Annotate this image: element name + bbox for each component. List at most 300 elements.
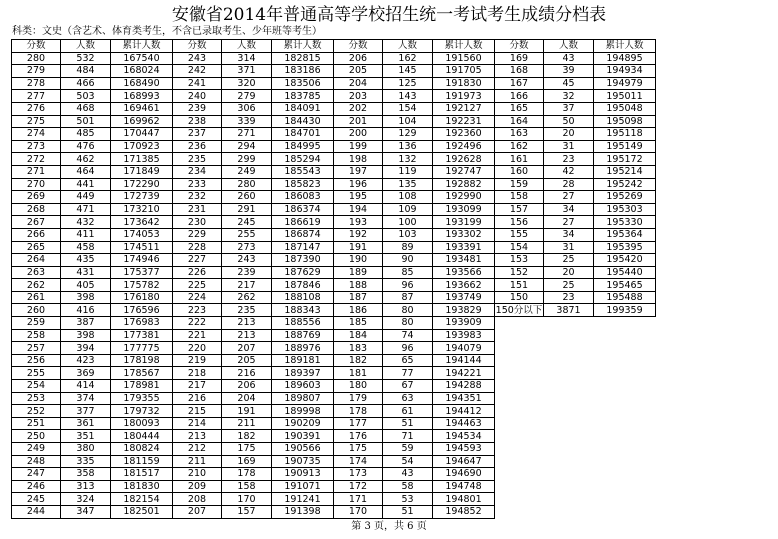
count-cell: 471 [61,203,111,216]
count-cell: 74 [383,329,433,342]
cumulative-cell: 195364 [594,228,656,241]
cumulative-cell: 191560 [433,52,495,65]
cumulative-cell: 186874 [272,228,334,241]
empty-cell [495,493,544,506]
score-cell: 257 [12,342,61,355]
empty-cell [495,505,544,518]
count-cell: 476 [61,140,111,153]
count-cell: 158 [222,480,272,493]
empty-cell [544,380,594,393]
cumulative-cell: 193302 [433,228,495,241]
cumulative-cell: 168993 [111,90,173,103]
count-cell: 42 [544,165,594,178]
score-cell: 233 [173,178,222,191]
cumulative-cell: 182154 [111,493,173,506]
cumulative-cell: 194351 [433,392,495,405]
header-cumulative: 累计人数 [272,40,334,53]
score-cell: 168 [495,65,544,78]
count-cell: 23 [544,291,594,304]
count-cell: 175 [222,443,272,456]
cumulative-cell: 195242 [594,178,656,191]
score-cell: 182 [334,354,383,367]
header-score: 分数 [495,40,544,53]
count-cell: 466 [61,77,111,90]
table-row [12,505,656,518]
count-cell: 205 [222,354,272,367]
score-cell: 159 [495,178,544,191]
count-cell: 96 [383,279,433,292]
count-cell: 416 [61,304,111,317]
empty-cell [544,430,594,443]
score-cell: 234 [173,165,222,178]
cumulative-cell: 193662 [433,279,495,292]
cumulative-cell: 173642 [111,216,173,229]
cumulative-cell: 194647 [433,455,495,468]
count-cell: 59 [383,443,433,456]
score-cell: 210 [173,468,222,481]
score-cell: 244 [12,505,61,518]
cumulative-cell: 191241 [272,493,334,506]
cumulative-cell: 183186 [272,65,334,78]
score-cell: 259 [12,317,61,330]
table-row [12,342,656,355]
count-cell: 361 [61,417,111,430]
table-row [12,102,656,115]
cumulative-cell: 191071 [272,480,334,493]
empty-cell [594,417,656,430]
cumulative-cell: 190391 [272,430,334,443]
score-cell: 191 [334,241,383,254]
score-cell: 254 [12,380,61,393]
count-cell: 31 [544,241,594,254]
count-cell: 51 [383,505,433,518]
header-cumulative: 累计人数 [594,40,656,53]
score-cell: 271 [12,165,61,178]
count-cell: 235 [222,304,272,317]
score-cell: 204 [334,77,383,90]
count-cell: 119 [383,165,433,178]
score-cell: 236 [173,140,222,153]
score-cell: 162 [495,140,544,153]
score-cell: 214 [173,417,222,430]
table-row [12,140,656,153]
empty-cell [544,392,594,405]
count-cell: 239 [222,266,272,279]
table-row [12,65,656,78]
empty-cell [544,493,594,506]
score-cell: 216 [173,392,222,405]
count-cell: 432 [61,216,111,229]
count-cell: 458 [61,241,111,254]
score-cell: 151 [495,279,544,292]
cumulative-cell: 193199 [433,216,495,229]
count-cell: 67 [383,380,433,393]
count-cell: 31 [544,140,594,153]
cumulative-cell: 173210 [111,203,173,216]
cumulative-cell: 168490 [111,77,173,90]
page-number: 第 3 页，共 6 页 [351,521,427,532]
score-cell: 261 [12,291,61,304]
empty-cell [594,505,656,518]
cumulative-cell: 189397 [272,367,334,380]
count-cell: 398 [61,329,111,342]
score-cell: 211 [173,455,222,468]
score-cell: 280 [12,52,61,65]
score-cell: 178 [334,405,383,418]
count-cell: 51 [383,417,433,430]
table-row [12,443,656,456]
score-cell: 270 [12,178,61,191]
cumulative-cell: 172739 [111,191,173,204]
count-cell: 27 [544,216,594,229]
cumulative-cell: 195440 [594,266,656,279]
score-cell: 174 [334,455,383,468]
count-cell: 43 [383,468,433,481]
empty-cell [594,354,656,367]
cumulative-cell: 190209 [272,417,334,430]
score-cell: 277 [12,90,61,103]
cumulative-cell: 188976 [272,342,334,355]
empty-cell [544,354,594,367]
cumulative-cell: 195269 [594,191,656,204]
empty-cell [544,342,594,355]
cumulative-cell: 189181 [272,354,334,367]
empty-cell [594,380,656,393]
count-cell: 54 [383,455,433,468]
header-score: 分数 [334,40,383,53]
empty-cell [594,405,656,418]
table-row [12,392,656,405]
cumulative-cell: 187629 [272,266,334,279]
count-cell: 273 [222,241,272,254]
score-cell: 275 [12,115,61,128]
score-cell: 198 [334,153,383,166]
score-cell: 179 [334,392,383,405]
empty-cell [544,455,594,468]
score-cell: 181 [334,367,383,380]
score-cell: 215 [173,405,222,418]
cumulative-cell: 191398 [272,505,334,518]
table-row [12,241,656,254]
count-cell: 532 [61,52,111,65]
count-cell: 405 [61,279,111,292]
cumulative-cell: 194534 [433,430,495,443]
count-cell: 369 [61,367,111,380]
count-cell: 468 [61,102,111,115]
cumulative-cell: 194463 [433,417,495,430]
table-row [12,128,656,141]
empty-cell [495,417,544,430]
count-cell: 43 [544,52,594,65]
cumulative-cell: 194288 [433,380,495,393]
count-cell: 371 [222,65,272,78]
cumulative-cell: 184701 [272,128,334,141]
empty-cell [544,505,594,518]
score-cell: 251 [12,417,61,430]
score-cell: 232 [173,191,222,204]
table-row [12,216,656,229]
count-cell: 299 [222,153,272,166]
cumulative-cell: 194801 [433,493,495,506]
cumulative-cell: 192628 [433,153,495,166]
cumulative-cell: 176596 [111,304,173,317]
count-cell: 414 [61,380,111,393]
count-cell: 85 [383,266,433,279]
count-cell: 20 [544,128,594,141]
count-cell: 90 [383,254,433,267]
score-cell: 203 [334,90,383,103]
table-row [12,329,656,342]
cumulative-cell: 195330 [594,216,656,229]
score-cell: 220 [173,342,222,355]
count-cell: 313 [61,480,111,493]
empty-cell [544,405,594,418]
cumulative-cell: 171849 [111,165,173,178]
score-cell: 207 [173,505,222,518]
cumulative-cell: 186619 [272,216,334,229]
count-cell: 129 [383,128,433,141]
header-count: 人数 [383,40,433,53]
table-row [12,228,656,241]
empty-cell [544,480,594,493]
count-cell: 3871 [544,304,594,317]
count-cell: 206 [222,380,272,393]
score-cell: 272 [12,153,61,166]
count-cell: 143 [383,90,433,103]
cumulative-cell: 170447 [111,128,173,141]
score-cell: 240 [173,90,222,103]
count-cell: 462 [61,153,111,166]
score-cell: 223 [173,304,222,317]
empty-cell [594,329,656,342]
count-cell: 320 [222,77,272,90]
score-cell: 242 [173,65,222,78]
score-cell: 245 [12,493,61,506]
empty-cell [495,443,544,456]
score-cell: 258 [12,329,61,342]
count-cell: 291 [222,203,272,216]
score-cell: 226 [173,266,222,279]
table-row [12,52,656,65]
table-row [12,90,656,103]
count-cell: 77 [383,367,433,380]
cumulative-cell: 169461 [111,102,173,115]
score-cell: 217 [173,380,222,393]
score-cell: 247 [12,468,61,481]
count-cell: 25 [544,279,594,292]
cumulative-cell: 193566 [433,266,495,279]
header-row [12,40,656,53]
cumulative-cell: 195011 [594,90,656,103]
empty-cell [495,354,544,367]
count-cell: 32 [544,90,594,103]
count-cell: 191 [222,405,272,418]
cumulative-cell: 178981 [111,380,173,393]
score-cell: 241 [173,77,222,90]
cumulative-cell: 188343 [272,304,334,317]
count-cell: 25 [544,254,594,267]
score-table [11,39,656,519]
score-cell: 243 [173,52,222,65]
cumulative-cell: 184091 [272,102,334,115]
cumulative-cell: 193909 [433,317,495,330]
score-cell: 213 [173,430,222,443]
count-cell: 145 [383,65,433,78]
count-cell: 339 [222,115,272,128]
score-cell: 155 [495,228,544,241]
cumulative-cell: 181517 [111,468,173,481]
count-cell: 435 [61,254,111,267]
count-cell: 135 [383,178,433,191]
score-cell: 218 [173,367,222,380]
cumulative-cell: 190913 [272,468,334,481]
count-cell: 162 [383,52,433,65]
score-cell: 209 [173,480,222,493]
empty-cell [495,367,544,380]
score-cell: 188 [334,279,383,292]
cumulative-cell: 186374 [272,203,334,216]
empty-cell [495,329,544,342]
empty-cell [495,468,544,481]
score-cell: 228 [173,241,222,254]
score-cell: 212 [173,443,222,456]
count-cell: 423 [61,354,111,367]
score-cell: 231 [173,203,222,216]
count-cell: 50 [544,115,594,128]
count-cell: 213 [222,329,272,342]
empty-cell [495,392,544,405]
empty-cell [495,455,544,468]
cumulative-cell: 179355 [111,392,173,405]
score-cell: 202 [334,102,383,115]
score-cell: 154 [495,241,544,254]
empty-cell [594,430,656,443]
cumulative-cell: 188769 [272,329,334,342]
empty-cell [544,367,594,380]
count-cell: 211 [222,417,272,430]
cumulative-cell: 170923 [111,140,173,153]
score-cell: 177 [334,417,383,430]
cumulative-cell: 172290 [111,178,173,191]
cumulative-cell: 193749 [433,291,495,304]
score-cell: 237 [173,128,222,141]
count-cell: 182 [222,430,272,443]
score-cell: 219 [173,354,222,367]
count-cell: 37 [544,102,594,115]
cumulative-cell: 174053 [111,228,173,241]
count-cell: 28 [544,178,594,191]
table-row [12,115,656,128]
score-cell: 253 [12,392,61,405]
score-cell: 180 [334,380,383,393]
score-cell: 171 [334,493,383,506]
score-cell: 156 [495,216,544,229]
table-row [12,354,656,367]
score-cell: 279 [12,65,61,78]
header-count: 人数 [222,40,272,53]
cumulative-cell: 171385 [111,153,173,166]
score-cell: 160 [495,165,544,178]
table-row [12,304,656,317]
score-cell: 250 [12,430,61,443]
count-cell: 34 [544,228,594,241]
count-cell: 63 [383,392,433,405]
cumulative-cell: 193829 [433,304,495,317]
score-cell: 276 [12,102,61,115]
cumulative-cell: 185543 [272,165,334,178]
count-cell: 398 [61,291,111,304]
cumulative-cell: 194979 [594,77,656,90]
cumulative-cell: 180824 [111,443,173,456]
count-cell: 96 [383,342,433,355]
cumulative-cell: 182815 [272,52,334,65]
score-cell: 164 [495,115,544,128]
empty-cell [495,317,544,330]
count-cell: 484 [61,65,111,78]
empty-cell [594,342,656,355]
cumulative-cell: 192496 [433,140,495,153]
count-cell: 245 [222,216,272,229]
score-cell: 161 [495,153,544,166]
cumulative-cell: 187390 [272,254,334,267]
table-row [12,430,656,443]
count-cell: 109 [383,203,433,216]
cumulative-cell: 180444 [111,430,173,443]
cumulative-cell: 193983 [433,329,495,342]
cumulative-cell: 179732 [111,405,173,418]
cumulative-cell: 177381 [111,329,173,342]
score-cell: 249 [12,443,61,456]
count-cell: 104 [383,115,433,128]
cumulative-cell: 194144 [433,354,495,367]
table-row [12,77,656,90]
cumulative-cell: 167540 [111,52,173,65]
cumulative-cell: 185823 [272,178,334,191]
score-cell: 263 [12,266,61,279]
score-cell: 273 [12,140,61,153]
count-cell: 71 [383,430,433,443]
cumulative-cell: 175782 [111,279,173,292]
count-cell: 394 [61,342,111,355]
score-cell: 157 [495,203,544,216]
count-cell: 314 [222,52,272,65]
cumulative-cell: 192127 [433,102,495,115]
score-cell: 208 [173,493,222,506]
count-cell: 503 [61,90,111,103]
cumulative-cell: 177775 [111,342,173,355]
score-cell: 176 [334,430,383,443]
score-cell: 185 [334,317,383,330]
cumulative-cell: 199359 [594,304,656,317]
cumulative-cell: 195118 [594,128,656,141]
score-cell: 229 [173,228,222,241]
table-row [12,493,656,506]
empty-cell [544,329,594,342]
score-cell: 172 [334,480,383,493]
header-count: 人数 [544,40,594,53]
score-cell: 190 [334,254,383,267]
table-row [12,254,656,267]
cumulative-cell: 187147 [272,241,334,254]
count-cell: 178 [222,468,272,481]
count-cell: 485 [61,128,111,141]
cumulative-cell: 186083 [272,191,334,204]
cumulative-cell: 181159 [111,455,173,468]
cumulative-cell: 195048 [594,102,656,115]
empty-cell [495,405,544,418]
count-cell: 449 [61,191,111,204]
cumulative-cell: 195149 [594,140,656,153]
